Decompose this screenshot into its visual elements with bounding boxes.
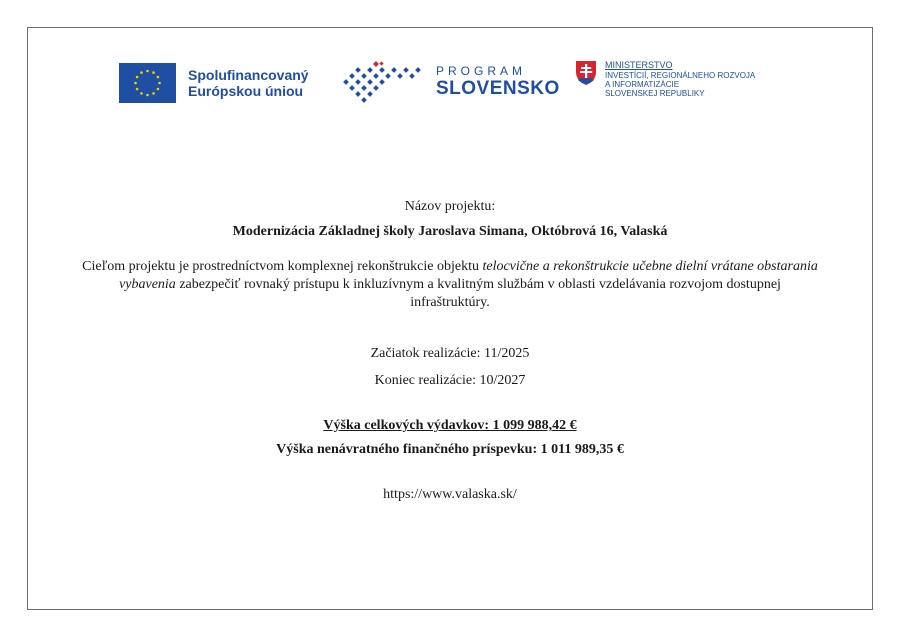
slovak-emblem-icon	[575, 60, 597, 86]
project-description	[80, 258, 820, 312]
ministry-logo-line3: A INFORMATIZÁCIE	[605, 80, 680, 89]
description-part1: Cieľom projektu je prostredníctvom komplexnej rekonštrukcie objektu	[82, 259, 483, 274]
program-slovensko-logo	[340, 58, 560, 106]
description-part2: zabezpečiť rovnaký prístupu k inkluzívnym a kvalitným službám v oblasti vzdelávania rozvojom dostupnej infraštruktúry.	[175, 277, 781, 310]
realization-end: Koniec realizácie: 10/2027	[374, 373, 526, 388]
ministry-logo-line4: SLOVENSKEJ REPUBLIKY	[605, 89, 705, 98]
eu-logo-line1: Spolufinancovaný	[188, 67, 309, 83]
program-slovensko-mark-icon	[340, 58, 428, 106]
ministry-logo	[575, 60, 755, 98]
eu-cofinanced-logo	[119, 63, 309, 103]
ministry-logo-line2: INVESTÍCIÍ, REGIONÁLNEHO ROZVOJA	[605, 71, 756, 80]
grant-amount: Výška nenávratného finančného príspevku: 1 011 989,35 €	[276, 442, 624, 457]
program-logo-line1: PROGRAM	[436, 64, 527, 78]
project-url[interactable]: https://www.valaska.sk/	[383, 487, 517, 502]
page-border	[27, 27, 873, 610]
project-name-label: Názov projektu:	[404, 199, 496, 214]
program-logo-line2: SLOVENSKO	[436, 78, 560, 99]
logos-row	[0, 58, 900, 108]
realization-start: Začiatok realizácie: 11/2025	[370, 346, 530, 361]
project-title: Modernizácia Základnej školy Jaroslava Simana, Októbrová 16, Valaská	[232, 224, 668, 239]
eu-logo-line2: Európskou úniou	[188, 83, 304, 99]
total-costs	[0, 418, 900, 434]
total-costs-text: Výška celkových výdavkov: 1 099 988,42 €	[323, 418, 577, 433]
eu-flag-icon	[119, 63, 176, 103]
description-italic: telocvične a rekonštrukcie učebne dielní vrátane obstarania vybavenia	[119, 259, 818, 292]
ministry-logo-line1: MINISTERSTVO	[605, 60, 673, 70]
